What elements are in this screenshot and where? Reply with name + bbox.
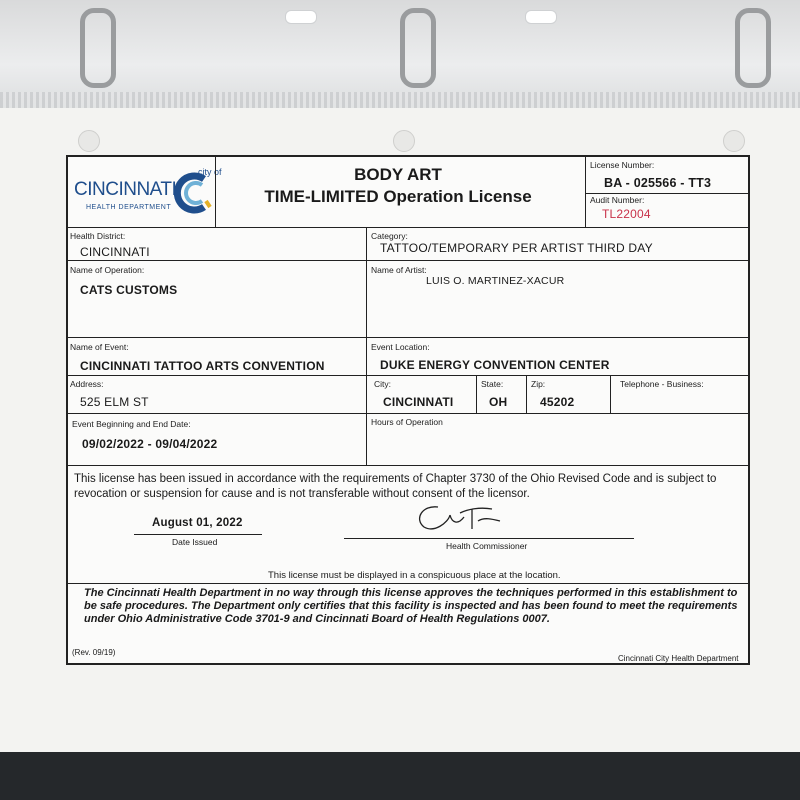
- title-line2: TIME-LIMITED Operation License: [264, 187, 532, 206]
- artist: LUIS O. MARTINEZ-XACUR: [426, 275, 565, 287]
- punch-hole: [393, 130, 415, 152]
- punch-hole: [723, 130, 745, 152]
- logo-subtitle: HEALTH DEPARTMENT: [86, 204, 172, 211]
- license-number: BA - 025566 - TT3: [604, 176, 712, 190]
- logo-city-of: city of: [198, 167, 222, 177]
- commissioner-label: Health Commissioner: [446, 541, 528, 551]
- audit-number-label: Audit Number:: [590, 195, 645, 205]
- divider: [68, 227, 748, 228]
- binder-ring: [400, 8, 436, 88]
- divider: [526, 375, 527, 413]
- operation: CATS CUSTOMS: [80, 283, 178, 297]
- audit-number: TL22004: [602, 207, 651, 221]
- dates: 09/02/2022 - 09/04/2022: [82, 437, 218, 451]
- binder-slot: [525, 10, 557, 24]
- binder-bottom: [0, 752, 800, 800]
- commissioner-line: [344, 538, 634, 539]
- license-document: [66, 155, 750, 665]
- health-district-label: Health District:: [70, 231, 126, 241]
- state: OH: [489, 395, 508, 409]
- divider: [215, 157, 216, 227]
- divider: [366, 375, 367, 413]
- zip-label: Zip:: [531, 379, 546, 389]
- binder-slot: [285, 10, 317, 24]
- hours-label: Hours of Operation: [371, 417, 443, 427]
- event-label: Name of Event:: [70, 342, 129, 352]
- license-number-label: License Number:: [590, 160, 655, 170]
- state-label: State:: [481, 379, 504, 389]
- disclaimer: The Cincinnati Health Department in no way through this license approves the techniques performed in this establishment to be safe procedures. The Department only certifies that this facility is inspected and has been found to meet the requirements under Ohio Administrative Code 3701-9 and Cincinnati Board of Health Regulations 0007.: [84, 587, 738, 625]
- city: CINCINNATI: [383, 395, 454, 409]
- health-district: CINCINNATI: [80, 245, 150, 259]
- divider: [68, 337, 748, 338]
- title-line1: BODY ART: [354, 165, 442, 184]
- divider: [68, 583, 748, 584]
- address-label: Address:: [70, 379, 104, 389]
- zip: 45202: [540, 395, 575, 409]
- dates-label: Event Beginning and End Date:: [72, 419, 191, 429]
- punch-hole: [78, 130, 100, 152]
- artist-label: Name of Artist:: [371, 265, 427, 275]
- logo-c-icon: [174, 171, 212, 215]
- divider: [68, 465, 748, 466]
- department-footer: Cincinnati City Health Department: [618, 654, 739, 663]
- binder-ring: [735, 8, 771, 88]
- date-issued-line: [134, 534, 262, 535]
- divider: [585, 193, 748, 194]
- divider: [476, 375, 477, 413]
- license-statement: This license has been issued in accordance with the requirements of Chapter 3730 of the Ohio Revised Code and is subject to revocation or suspension for cause and is not transferable without consent of the licensor.: [74, 473, 717, 500]
- revision: (Rev. 09/19): [72, 648, 116, 657]
- location: DUKE ENERGY CONVENTION CENTER: [380, 358, 610, 372]
- divider: [68, 375, 748, 376]
- divider: [585, 157, 586, 227]
- divider: [366, 413, 367, 465]
- event: CINCINNATI TATTOO ARTS CONVENTION: [80, 359, 325, 373]
- binder-ring: [80, 8, 116, 88]
- location-label: Event Location:: [371, 342, 430, 352]
- binder-strip: [0, 92, 800, 108]
- divider: [68, 413, 748, 414]
- logo-name: CINCINNATI: [74, 179, 177, 200]
- address: 525 ELM ST: [80, 395, 149, 409]
- category: TATTOO/TEMPORARY PER ARTIST THIRD DAY: [380, 241, 653, 255]
- phone-label: Telephone - Business:: [620, 379, 704, 389]
- divider: [366, 227, 367, 375]
- date-issued-label: Date Issued: [172, 537, 218, 547]
- city-label: City:: [374, 379, 391, 389]
- binder-top: [0, 0, 800, 108]
- divider: [68, 260, 748, 261]
- display-notice: This license must be displayed in a conspicuous place at the location.: [268, 570, 561, 581]
- divider: [610, 375, 611, 413]
- category-label: Category:: [371, 231, 408, 241]
- operation-label: Name of Operation:: [70, 265, 145, 275]
- date-issued: August 01, 2022: [152, 517, 243, 529]
- commissioner-signature: [408, 499, 508, 537]
